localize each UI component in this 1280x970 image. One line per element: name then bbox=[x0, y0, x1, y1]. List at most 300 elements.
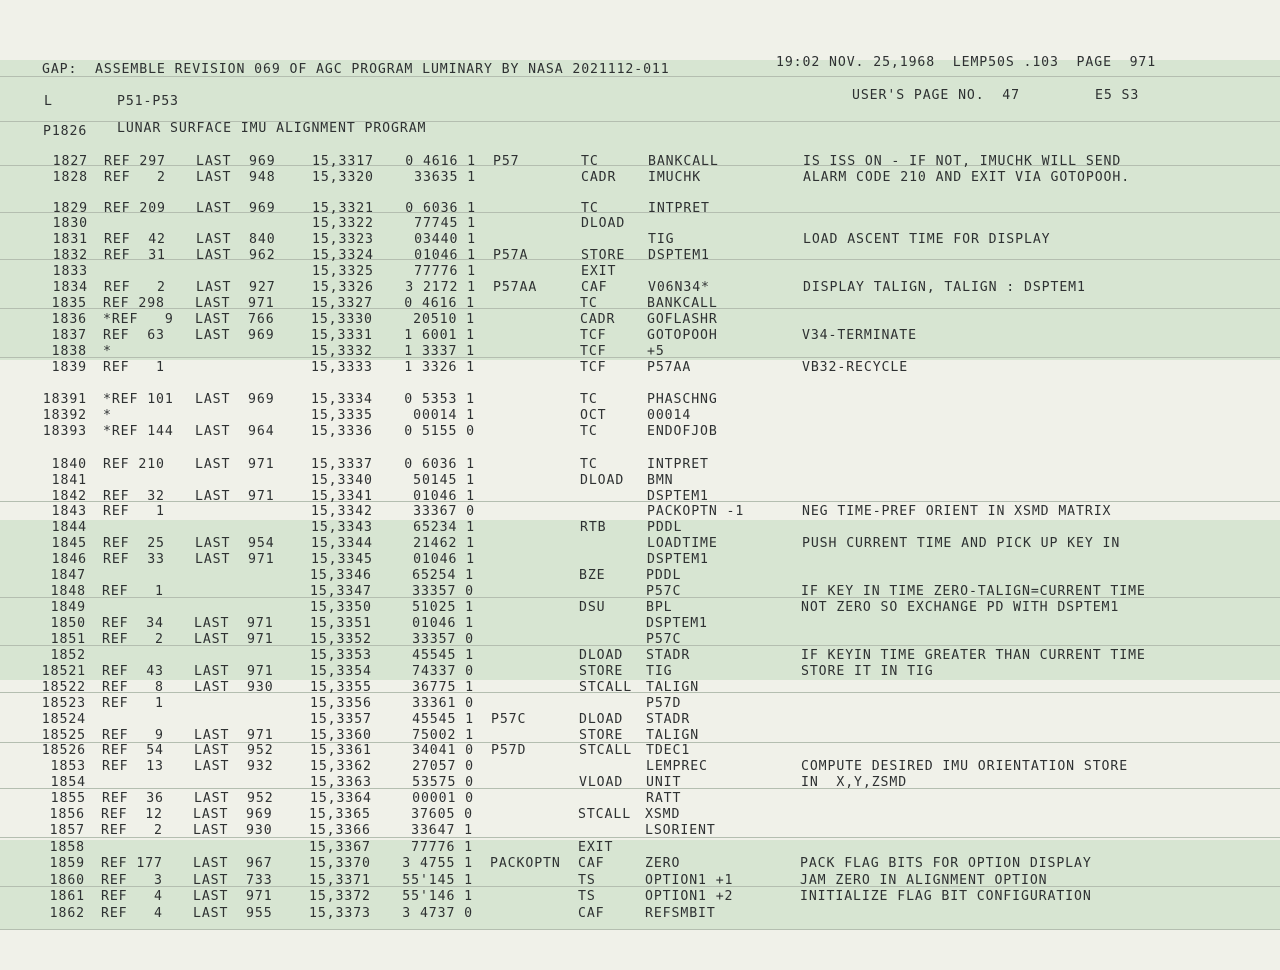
operand: V06N34* bbox=[648, 280, 710, 295]
operand: GOTOPOOH bbox=[647, 328, 718, 343]
opcode: DLOAD bbox=[581, 216, 626, 231]
operand: P57C bbox=[646, 584, 682, 599]
opcode: STCALL bbox=[579, 680, 633, 695]
page-code: E5 S3 bbox=[1095, 88, 1140, 103]
operand: P57C bbox=[646, 632, 682, 647]
listing-row bbox=[0, 712, 1280, 728]
word-value: 77745 1 bbox=[414, 216, 476, 231]
comment: LOAD ASCENT TIME FOR DISPLAY bbox=[803, 232, 1051, 247]
operand: OPTION1 +1 bbox=[645, 873, 734, 888]
operand: INTPRET bbox=[647, 457, 709, 472]
address: 15,3351 bbox=[310, 616, 372, 631]
word-value: 65234 1 bbox=[413, 520, 475, 535]
line-number: 1856 bbox=[49, 807, 85, 822]
listing-row bbox=[0, 568, 1280, 584]
comment: PUSH CURRENT TIME AND PICK UP KEY IN bbox=[802, 536, 1121, 551]
opcode: CAF bbox=[581, 280, 608, 295]
operand: BANKCALL bbox=[647, 296, 718, 311]
last-ref: LAST 952 bbox=[194, 743, 274, 758]
address: 15,3354 bbox=[310, 664, 372, 679]
listing-row bbox=[0, 201, 1280, 217]
operand: PACKOPTN -1 bbox=[647, 504, 745, 519]
ref-count: REF 177 bbox=[101, 856, 163, 871]
comment: V34-TERMINATE bbox=[802, 328, 917, 343]
line-number: 18391 bbox=[42, 392, 87, 407]
comment: NEG TIME-PREF ORIENT IN XSMD MATRIX bbox=[802, 504, 1112, 519]
address: 15,3367 bbox=[309, 840, 371, 855]
listing-row bbox=[0, 664, 1280, 680]
operand: BMN bbox=[647, 473, 674, 488]
line-number: 1852 bbox=[50, 648, 86, 663]
last-ref: LAST 967 bbox=[193, 856, 273, 871]
word-value: 37605 0 bbox=[411, 807, 473, 822]
line-number: 18521 bbox=[41, 664, 86, 679]
address: 15,3324 bbox=[312, 248, 374, 263]
operand: ZERO bbox=[645, 856, 681, 871]
address: 15,3344 bbox=[311, 536, 373, 551]
ref-count: REF 32 bbox=[103, 489, 165, 504]
operand: DSPTEM1 bbox=[647, 489, 709, 504]
line-number: 1849 bbox=[50, 600, 86, 615]
ref-count: REF 43 bbox=[102, 664, 164, 679]
word-value: 51025 1 bbox=[412, 600, 474, 615]
ref-count: REF 33 bbox=[103, 552, 165, 567]
line-number: 1860 bbox=[49, 873, 85, 888]
line-number: 1850 bbox=[50, 616, 86, 631]
listing-row bbox=[0, 328, 1280, 344]
opcode: TC bbox=[580, 424, 598, 439]
word-value: 0 4616 1 bbox=[404, 296, 475, 311]
word-value: 20510 1 bbox=[413, 312, 475, 327]
line-number: 18526 bbox=[41, 743, 86, 758]
ref-count: REF 298 bbox=[103, 296, 165, 311]
line-number: 18525 bbox=[41, 728, 86, 743]
line-number: 1862 bbox=[49, 906, 85, 921]
ref-count: REF 209 bbox=[104, 201, 166, 216]
opcode: TS bbox=[578, 889, 596, 904]
last-ref: LAST 971 bbox=[194, 728, 274, 743]
opcode: TC bbox=[580, 457, 598, 472]
operand: PHASCHNG bbox=[647, 392, 718, 407]
last-ref: LAST 969 bbox=[196, 201, 276, 216]
ref-count: REF 31 bbox=[104, 248, 166, 263]
operand: STADR bbox=[646, 712, 691, 727]
program-title: LUNAR SURFACE IMU ALIGNMENT PROGRAM bbox=[117, 121, 427, 136]
word-value: 74337 0 bbox=[412, 664, 474, 679]
word-value: 3 4737 0 bbox=[402, 906, 473, 921]
address: 15,3317 bbox=[312, 154, 374, 169]
ref-count: REF 2 bbox=[104, 170, 166, 185]
operand: BANKCALL bbox=[648, 154, 719, 169]
listing-row bbox=[0, 616, 1280, 632]
line-number: 1830 bbox=[52, 216, 88, 231]
operand: P57AA bbox=[647, 360, 692, 375]
address: 15,3373 bbox=[309, 906, 371, 921]
word-value: 33357 0 bbox=[412, 632, 474, 647]
line-number: 1847 bbox=[50, 568, 86, 583]
opcode: CADR bbox=[580, 312, 616, 327]
line-number: 1841 bbox=[51, 473, 87, 488]
ref-count: REF 1 bbox=[102, 584, 164, 599]
opcode: CADR bbox=[581, 170, 617, 185]
word-value: 33635 1 bbox=[414, 170, 476, 185]
address: 15,3336 bbox=[311, 424, 373, 439]
operand: UNIT bbox=[646, 775, 682, 790]
line-number: 1857 bbox=[49, 823, 85, 838]
operand: DSPTEM1 bbox=[647, 552, 709, 567]
comment: NOT ZERO SO EXCHANGE PD WITH DSPTEM1 bbox=[801, 600, 1120, 615]
operand: PDDL bbox=[647, 520, 683, 535]
listing-row bbox=[0, 632, 1280, 648]
address: 15,3360 bbox=[310, 728, 372, 743]
address: 15,3366 bbox=[309, 823, 371, 838]
comment: COMPUTE DESIRED IMU ORIENTATION STORE bbox=[801, 759, 1129, 774]
operand: 00014 bbox=[647, 408, 692, 423]
last-ref: LAST 840 bbox=[196, 232, 276, 247]
listing-row bbox=[0, 232, 1280, 248]
word-value: 0 6036 1 bbox=[404, 457, 475, 472]
operand: +5 bbox=[647, 344, 665, 359]
last-ref: LAST 971 bbox=[194, 616, 274, 631]
comment: IF KEYIN TIME GREATER THAN CURRENT TIME bbox=[801, 648, 1146, 663]
address: 15,3334 bbox=[311, 392, 373, 407]
opcode: TCF bbox=[580, 360, 607, 375]
ref-count: REF 297 bbox=[104, 154, 166, 169]
operand: OPTION1 +2 bbox=[645, 889, 734, 904]
opcode: TCF bbox=[580, 328, 607, 343]
address: 15,3335 bbox=[311, 408, 373, 423]
assembly-header-left: GAP: ASSEMBLE REVISION 069 OF AGC PROGRAM LUMINARY BY NASA 2021112-011 bbox=[42, 62, 670, 77]
address: 15,3340 bbox=[311, 473, 373, 488]
listing-row bbox=[0, 906, 1280, 922]
line-number: 18523 bbox=[41, 696, 86, 711]
operand: DSPTEM1 bbox=[648, 248, 710, 263]
ref-count: *REF 144 bbox=[103, 424, 174, 439]
listing-row bbox=[0, 424, 1280, 440]
word-value: 1 3337 1 bbox=[404, 344, 475, 359]
program-id: P1826 bbox=[43, 124, 88, 139]
address: 15,3352 bbox=[310, 632, 372, 647]
line-number: 1846 bbox=[51, 552, 87, 567]
comment: ALARM CODE 210 AND EXIT VIA GOTOPOOH. bbox=[803, 170, 1131, 185]
last-ref: LAST 971 bbox=[195, 296, 275, 311]
operand: RATT bbox=[646, 791, 682, 806]
ref-count: * bbox=[103, 408, 112, 423]
last-ref: LAST 952 bbox=[194, 791, 274, 806]
operand: BPL bbox=[646, 600, 673, 615]
line-number: 1843 bbox=[51, 504, 87, 519]
label: P57A bbox=[493, 248, 529, 263]
listing-row bbox=[0, 360, 1280, 376]
word-value: 1 6001 1 bbox=[404, 328, 475, 343]
last-ref: LAST 948 bbox=[196, 170, 276, 185]
ref-count: REF 1 bbox=[102, 696, 164, 711]
address: 15,3363 bbox=[310, 775, 372, 790]
line-number: 1859 bbox=[49, 856, 85, 871]
comment: DISPLAY TALIGN, TALIGN : DSPTEM1 bbox=[803, 280, 1086, 295]
address: 15,3333 bbox=[311, 360, 373, 375]
listing-row bbox=[0, 154, 1280, 170]
word-value: 3 2172 1 bbox=[405, 280, 476, 295]
operand: P57D bbox=[646, 696, 682, 711]
word-value: 65254 1 bbox=[412, 568, 474, 583]
address: 15,3332 bbox=[311, 344, 373, 359]
last-ref: LAST 971 bbox=[195, 457, 275, 472]
address: 15,3337 bbox=[311, 457, 373, 472]
last-ref: LAST 766 bbox=[195, 312, 275, 327]
ref-count: REF 42 bbox=[104, 232, 166, 247]
address: 15,3342 bbox=[311, 504, 373, 519]
label: P57C bbox=[491, 712, 527, 727]
ref-count: REF 1 bbox=[103, 360, 165, 375]
address: 15,3350 bbox=[310, 600, 372, 615]
word-value: 53575 0 bbox=[412, 775, 474, 790]
line-number: 1840 bbox=[51, 457, 87, 472]
word-value: 0 5155 0 bbox=[404, 424, 475, 439]
comment: STORE IT IN TIG bbox=[801, 664, 934, 679]
operand: LEMPREC bbox=[646, 759, 708, 774]
last-ref: LAST 955 bbox=[193, 906, 273, 921]
address: 15,3343 bbox=[311, 520, 373, 535]
ref-count: REF 4 bbox=[101, 906, 163, 921]
last-ref: LAST 971 bbox=[194, 632, 274, 647]
operand: GOFLASHR bbox=[647, 312, 718, 327]
last-ref: LAST 969 bbox=[195, 328, 275, 343]
comment: IS ISS ON - IF NOT, IMUCHK WILL SEND bbox=[803, 154, 1122, 169]
address: 15,3327 bbox=[311, 296, 373, 311]
line-number: 1839 bbox=[51, 360, 87, 375]
line-number: 1833 bbox=[52, 264, 88, 279]
opcode: STORE bbox=[579, 728, 624, 743]
line-number: 1853 bbox=[50, 759, 86, 774]
word-value: 21462 1 bbox=[413, 536, 475, 551]
word-value: 01046 1 bbox=[413, 552, 475, 567]
opcode: DLOAD bbox=[580, 473, 625, 488]
word-value: 0 4616 1 bbox=[405, 154, 476, 169]
address: 15,3325 bbox=[312, 264, 374, 279]
listing-row bbox=[0, 696, 1280, 712]
address: 15,3364 bbox=[310, 791, 372, 806]
listing-row bbox=[0, 264, 1280, 280]
line-number: 1851 bbox=[50, 632, 86, 647]
word-value: 75002 1 bbox=[412, 728, 474, 743]
opcode: RTB bbox=[580, 520, 607, 535]
line-number: 1829 bbox=[52, 201, 88, 216]
operand: TDEC1 bbox=[646, 743, 691, 758]
operand: LSORIENT bbox=[645, 823, 716, 838]
line-number: 1858 bbox=[49, 840, 85, 855]
last-ref: LAST 932 bbox=[194, 759, 274, 774]
opcode: OCT bbox=[580, 408, 607, 423]
ref-count: REF 12 bbox=[101, 807, 163, 822]
line-number: 18524 bbox=[41, 712, 86, 727]
operand: TALIGN bbox=[646, 680, 700, 695]
ref-count: REF 36 bbox=[102, 791, 164, 806]
listing-row bbox=[0, 791, 1280, 807]
opcode: STCALL bbox=[579, 743, 633, 758]
label: P57AA bbox=[493, 280, 538, 295]
word-value: 45545 1 bbox=[412, 648, 474, 663]
word-value: 01046 1 bbox=[413, 489, 475, 504]
line-number: 1845 bbox=[51, 536, 87, 551]
last-ref: LAST 964 bbox=[195, 424, 275, 439]
word-value: 0 5353 1 bbox=[404, 392, 475, 407]
listing-row bbox=[0, 552, 1280, 568]
line-number: 1855 bbox=[50, 791, 86, 806]
word-value: 3 4755 1 bbox=[402, 856, 473, 871]
word-value: 50145 1 bbox=[413, 473, 475, 488]
last-ref: LAST 971 bbox=[195, 552, 275, 567]
opcode: TC bbox=[580, 392, 598, 407]
last-ref: LAST 930 bbox=[194, 680, 274, 695]
ref-count: REF 13 bbox=[102, 759, 164, 774]
opcode: STORE bbox=[581, 248, 626, 263]
operand: LOADTIME bbox=[647, 536, 718, 551]
ref-count: REF 210 bbox=[103, 457, 165, 472]
address: 15,3353 bbox=[310, 648, 372, 663]
address: 15,3356 bbox=[310, 696, 372, 711]
line-number: 1837 bbox=[51, 328, 87, 343]
operand: DSPTEM1 bbox=[646, 616, 708, 631]
line-number: 18392 bbox=[42, 408, 87, 423]
last-ref: LAST 954 bbox=[195, 536, 275, 551]
listing-row bbox=[0, 759, 1280, 775]
operand: REFSMBIT bbox=[645, 906, 716, 921]
comment: JAM ZERO IN ALIGNMENT OPTION bbox=[800, 873, 1048, 888]
comment: VB32-RECYCLE bbox=[802, 360, 909, 375]
ref-count: REF 34 bbox=[102, 616, 164, 631]
ref-count: REF 9 bbox=[102, 728, 164, 743]
operand: TALIGN bbox=[646, 728, 700, 743]
address: 15,3365 bbox=[309, 807, 371, 822]
listing-row bbox=[0, 296, 1280, 312]
listing-row bbox=[0, 216, 1280, 232]
word-value: 55'146 1 bbox=[402, 889, 473, 904]
listing-row bbox=[0, 392, 1280, 408]
listing-row bbox=[0, 312, 1280, 328]
line-number: 18393 bbox=[42, 424, 87, 439]
address: 15,3370 bbox=[309, 856, 371, 871]
listing-row bbox=[0, 457, 1280, 473]
opcode: BZE bbox=[579, 568, 606, 583]
listing-row bbox=[0, 840, 1280, 856]
word-value: 01046 1 bbox=[412, 616, 474, 631]
line-number: 1836 bbox=[51, 312, 87, 327]
listing-row bbox=[0, 775, 1280, 791]
line-number: 1832 bbox=[52, 248, 88, 263]
listing-row bbox=[0, 473, 1280, 489]
last-ref: LAST 971 bbox=[195, 489, 275, 504]
last-ref: LAST 927 bbox=[196, 280, 276, 295]
listing-row bbox=[0, 489, 1280, 505]
opcode: DLOAD bbox=[579, 648, 624, 663]
operand: STADR bbox=[646, 648, 691, 663]
line-number: 1844 bbox=[51, 520, 87, 535]
label: PACKOPTN bbox=[490, 856, 561, 871]
last-ref: LAST 962 bbox=[196, 248, 276, 263]
opcode: TS bbox=[578, 873, 596, 888]
listing-row bbox=[0, 743, 1280, 759]
listing-row bbox=[0, 536, 1280, 552]
opcode: STCALL bbox=[578, 807, 632, 822]
word-value: 77776 1 bbox=[411, 840, 473, 855]
listing-row bbox=[0, 873, 1280, 889]
listing-row bbox=[0, 584, 1280, 600]
address: 15,3371 bbox=[309, 873, 371, 888]
opcode: TC bbox=[580, 296, 598, 311]
comment: PACK FLAG BITS FOR OPTION DISPLAY bbox=[800, 856, 1092, 871]
comment: INITIALIZE FLAG BIT CONFIGURATION bbox=[800, 889, 1092, 904]
ref-count: REF 8 bbox=[102, 680, 164, 695]
line-number: 1827 bbox=[52, 154, 88, 169]
users-page-number: USER'S PAGE NO. 47 bbox=[852, 88, 1020, 103]
word-value: 33647 1 bbox=[411, 823, 473, 838]
address: 15,3326 bbox=[312, 280, 374, 295]
address: 15,3322 bbox=[312, 216, 374, 231]
section-range: P51-P53 bbox=[117, 94, 179, 109]
ref-count: REF 63 bbox=[103, 328, 165, 343]
listing-row bbox=[0, 280, 1280, 296]
comment: IF KEY IN TIME ZERO-TALIGN=CURRENT TIME bbox=[801, 584, 1146, 599]
address: 15,3320 bbox=[312, 170, 374, 185]
listing-row bbox=[0, 648, 1280, 664]
ref-count: *REF 9 bbox=[103, 312, 174, 327]
line-number: 1842 bbox=[51, 489, 87, 504]
word-value: 55'145 1 bbox=[402, 873, 473, 888]
operand: INTPRET bbox=[648, 201, 710, 216]
last-ref: LAST 969 bbox=[193, 807, 273, 822]
listing-row bbox=[0, 344, 1280, 360]
word-value: 03440 1 bbox=[414, 232, 476, 247]
word-value: 45545 1 bbox=[412, 712, 474, 727]
ref-count: REF 4 bbox=[101, 889, 163, 904]
word-value: 34041 0 bbox=[412, 743, 474, 758]
address: 15,3331 bbox=[311, 328, 373, 343]
word-value: 1 3326 1 bbox=[404, 360, 475, 375]
operand: IMUCHK bbox=[648, 170, 702, 185]
operand: TIG bbox=[648, 232, 675, 247]
word-value: 00001 0 bbox=[412, 791, 474, 806]
word-value: 33367 0 bbox=[413, 504, 475, 519]
address: 15,3357 bbox=[310, 712, 372, 727]
listing-row bbox=[0, 680, 1280, 696]
operand: PDDL bbox=[646, 568, 682, 583]
address: 15,3347 bbox=[310, 584, 372, 599]
last-ref: LAST 971 bbox=[194, 664, 274, 679]
listing-row bbox=[0, 520, 1280, 536]
opcode: DSU bbox=[579, 600, 606, 615]
assembly-header-right: 19:02 NOV. 25,1968 LEMP50S .103 PAGE 971 bbox=[776, 55, 1157, 70]
opcode: CAF bbox=[578, 906, 605, 921]
address: 15,3346 bbox=[310, 568, 372, 583]
ref-count: REF 2 bbox=[101, 823, 163, 838]
operand: TIG bbox=[646, 664, 673, 679]
address: 15,3321 bbox=[312, 201, 374, 216]
listing-row bbox=[0, 408, 1280, 424]
line-number: 1861 bbox=[49, 889, 85, 904]
line-number: 1854 bbox=[50, 775, 86, 790]
line-number: 18522 bbox=[41, 680, 86, 695]
opcode: DLOAD bbox=[579, 712, 624, 727]
ref-count: REF 2 bbox=[104, 280, 166, 295]
line-number: 1835 bbox=[51, 296, 87, 311]
opcode: TC bbox=[581, 154, 599, 169]
listing-row bbox=[0, 600, 1280, 616]
label: P57D bbox=[491, 743, 527, 758]
listing-row bbox=[0, 807, 1280, 823]
ref-count: REF 2 bbox=[102, 632, 164, 647]
address: 15,3341 bbox=[311, 489, 373, 504]
